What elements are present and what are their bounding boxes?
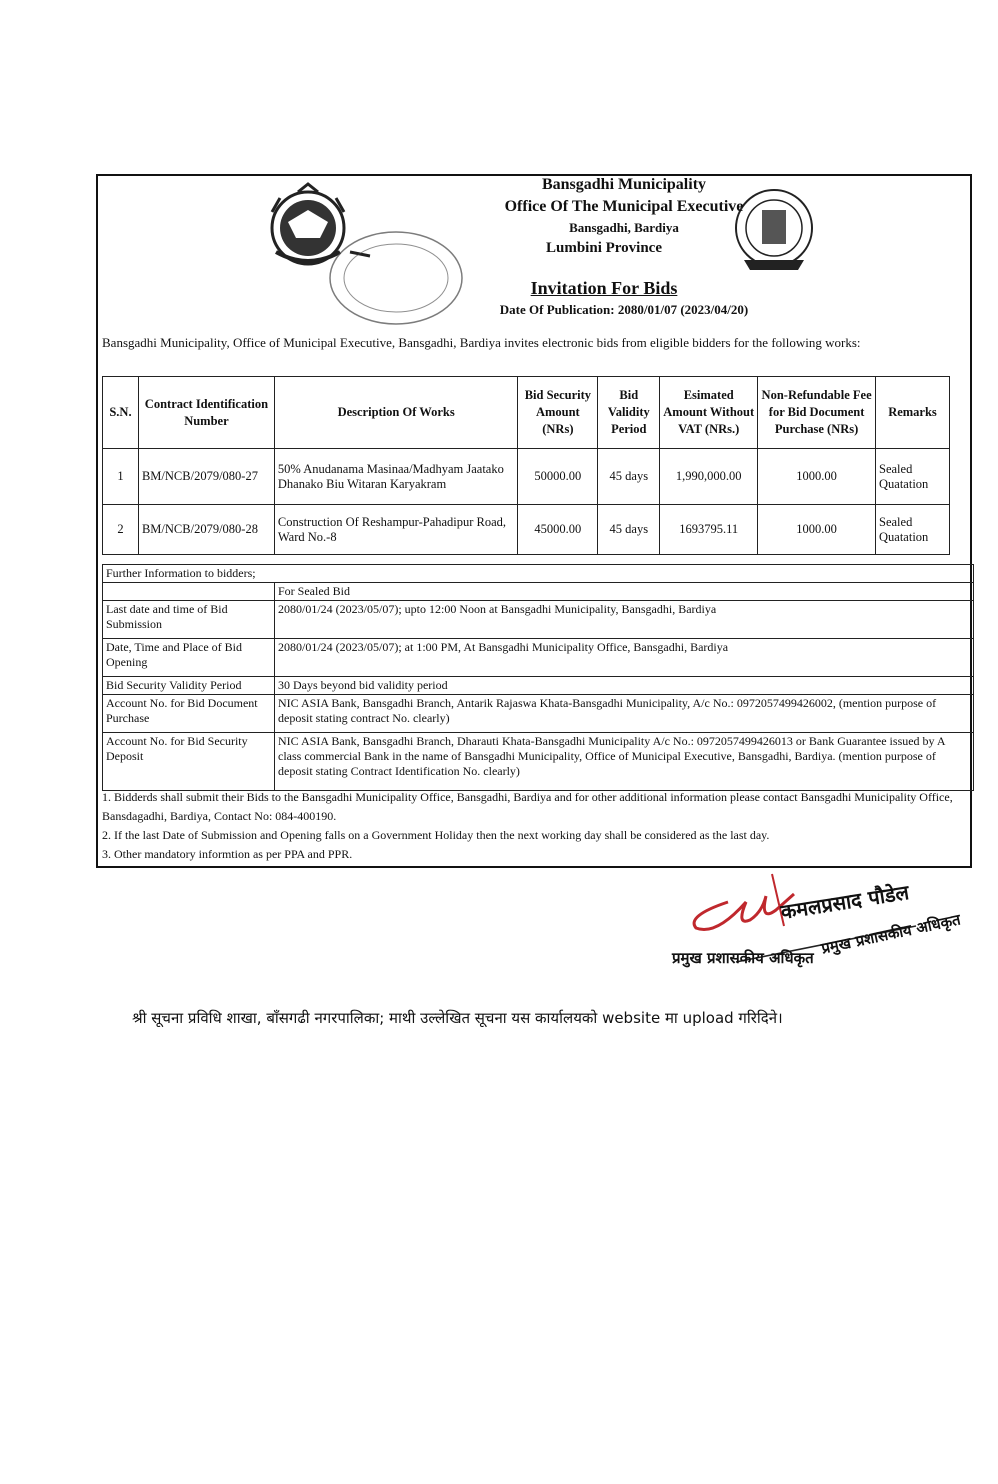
municipality-name: Bansgadhi Municipality <box>541 176 707 193</box>
cell-fee: 1000.00 <box>758 449 876 505</box>
sealed-bid-label: For Sealed Bid <box>275 583 974 601</box>
header-remarks: Remarks <box>876 377 950 449</box>
publication-date: Date Of Publication: 2080/01/07 (2023/04/20) <box>499 302 749 317</box>
header-estimated: Esimated Amount Without VAT (NRs.) <box>660 377 758 449</box>
header-description: Description Of Works <box>274 377 518 449</box>
document-account-value: NIC ASIA Bank, Bansgadhi Branch, Antarik Rajaswa Khata-Bansgadhi Municipality, A/c No.: 0972057499426002, (mention purpose of deposit stating contract No. clearly) <box>275 695 974 733</box>
last-date-value: 2080/01/24 (2023/05/07); upto 12:00 Noon at Bansgadhi Municipality, Bansgadhi, Bardiya <box>275 601 974 639</box>
notice-title: Invitation For Bids <box>530 278 678 298</box>
cell-contract: BM/NCB/2079/080-28 <box>138 505 274 555</box>
office-name: Office Of The Municipal Executive <box>504 198 744 215</box>
cell-remarks: Sealed Quatation <box>876 505 950 555</box>
cell-sn: 2 <box>103 505 139 555</box>
cell-estimated: 1,990,000.00 <box>660 449 758 505</box>
opening-label: Date, Time and Place of Bid Opening <box>103 639 275 677</box>
cell-validity: 45 days <box>598 449 660 505</box>
header-contract: Contract Identification Number <box>138 377 274 449</box>
security-account-label: Account No. for Bid Security Deposit <box>103 733 275 791</box>
signatory-title-stamp: प्रमुख प्रशासकीय अधिकृत <box>819 910 963 958</box>
header-fee: Non-Refundable Fee for Bid Document Purchase (NRs) <box>758 377 876 449</box>
signatory-title: प्रमुख प्रशासकीय अधिकृत <box>672 949 814 967</box>
cell-fee: 1000.00 <box>758 505 876 555</box>
notice-frame <box>96 174 972 868</box>
header-security: Bid Security Amount (NRs) <box>518 377 598 449</box>
cell-remarks: Sealed Quatation <box>876 449 950 505</box>
document-account-label: Account No. for Bid Document Purchase <box>103 695 275 733</box>
bidder-info-table <box>102 564 974 791</box>
office-address: Bansgadhi, Bardiya <box>569 220 679 235</box>
cell-validity: 45 days <box>598 505 660 555</box>
further-info-heading: Further Information to bidders; <box>103 565 974 583</box>
notice-header <box>98 176 970 336</box>
header-sn: S.N. <box>103 377 139 449</box>
opening-value: 2080/01/24 (2023/05/07); at 1:00 PM, At Bansgadhi Municipality Office, Bansgadhi, Bardiya <box>275 639 974 677</box>
bids-table <box>102 376 950 555</box>
cell-security: 45000.00 <box>518 505 598 555</box>
cell-description: 50% Anudanama Masinaa/Madhyam Jaatako Dhanako Biu Witaran Karyakram <box>274 449 518 505</box>
cell-sn: 1 <box>103 449 139 505</box>
note-item: 3. Other mandatory informtion as per PPA and PPR. <box>102 847 353 861</box>
table-row <box>103 505 950 555</box>
cell-security: 50000.00 <box>518 449 598 505</box>
intro-text: Bansgadhi Municipality, Office of Municipal Executive, Bansgadhi, Bardiya invites electronic bids from eligible bidders for the following works: <box>102 335 861 350</box>
last-date-label: Last date and time of Bid Submission <box>103 601 275 639</box>
note-item: 2. If the last Date of Submission and Opening falls on a Government Holiday then the next working day shall be considered as the last day. <box>102 828 770 842</box>
note-item: 1. Bidderds shall submit their Bids to the Bansgadhi Municipality Office, Bansgadhi, Bardiya and for other additional information please contact Bansgadhi Municipality Office, Bansdagadhi, Bardiya, Contact No: 084-400190. <box>102 790 953 823</box>
cell-contract: BM/NCB/2079/080-27 <box>138 449 274 505</box>
cell-estimated: 1693795.11 <box>660 505 758 555</box>
header-validity: Bid Validity Period <box>598 377 660 449</box>
info-empty-cell <box>103 583 275 601</box>
validity-period-label: Bid Security Validity Period <box>103 677 275 695</box>
footer-note: श्री सूचना प्रविधि शाखा, बाँसगढी नगरपालिका; माथी उल्लेखित सूचना यस कार्यालयको website मा upload गरिदिने। <box>132 1009 783 1027</box>
security-account-value: NIC ASIA Bank, Bansgadhi Branch, Dharauti Khata-Bansgadhi Municipality A/c No.: 0972057499426013 or Bank Guarantee issued by A class commercial Bank in the name of Bansgadhi Municipality, Office of Municipal Executive, Bansgadhi, Bardiya. (mention purpose of deposit stating Contract Identification No. clearly) <box>275 733 974 791</box>
validity-period-value: 30 Days beyond bid validity period <box>275 677 974 695</box>
notes-section <box>102 788 970 864</box>
province-name: Lumbini Province <box>546 240 662 256</box>
table-row <box>103 449 950 505</box>
cell-description: Construction Of Reshampur-Pahadipur Road, Ward No.-8 <box>274 505 518 555</box>
signatory-name: कमलप्रसाद पौडेल <box>778 880 911 924</box>
